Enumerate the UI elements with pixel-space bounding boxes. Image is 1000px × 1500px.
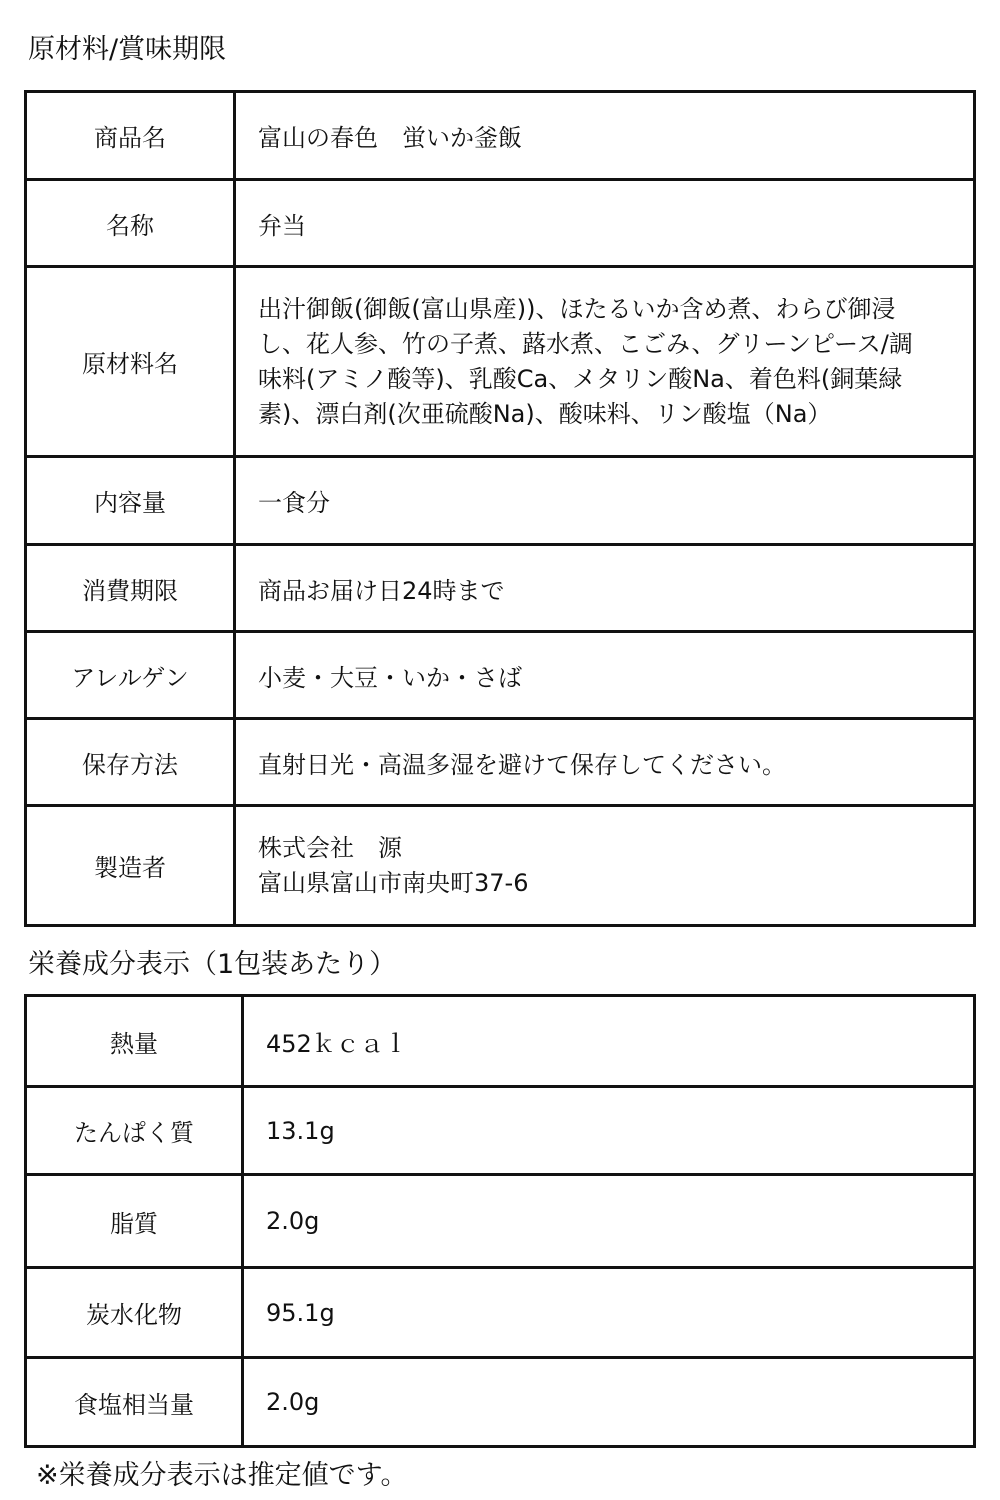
salt-equivalent-label: 食塩相当量 xyxy=(26,1358,243,1447)
manufacturer-line: 株式会社 源 xyxy=(258,833,402,862)
table-row xyxy=(26,996,975,1087)
ingredients-line: 出汁御飯(御飯(富山県産))、ほたるいか含め煮、わらび御浸 xyxy=(258,294,896,323)
table-row xyxy=(26,92,975,180)
storage-label: 保存方法 xyxy=(26,719,235,806)
table-row xyxy=(26,180,975,267)
table-row xyxy=(26,719,975,806)
protein-label: たんぱく質 xyxy=(26,1087,243,1175)
table-row xyxy=(26,1268,975,1358)
table-row xyxy=(26,457,975,545)
fat-value: 2.0g xyxy=(243,1175,975,1268)
salt-equivalent-value: 2.0g xyxy=(243,1358,975,1447)
expiry-label: 消費期限 xyxy=(26,545,235,632)
storage-value: 直射日光・高温多湿を避けて保存してください。 xyxy=(235,719,975,806)
manufacturer-line: 富山県富山市南央町37-6 xyxy=(258,868,529,897)
estimate-footnote: ※栄養成分表示は推定値です。 xyxy=(36,1460,408,1491)
contents-value: 一食分 xyxy=(235,457,975,545)
expiry-value: 商品お届け日24時まで xyxy=(235,545,975,632)
allergen-value: 小麦・大豆・いか・さば xyxy=(235,632,975,719)
carbohydrate-label: 炭水化物 xyxy=(26,1268,243,1358)
protein-value: 13.1g xyxy=(243,1087,975,1175)
table-row xyxy=(26,806,975,926)
nutrition-table xyxy=(24,994,976,1448)
nutrition-heading: 栄養成分表示（1包装あたり） xyxy=(28,949,397,980)
ingredients-table xyxy=(24,90,976,927)
category-label: 名称 xyxy=(26,180,235,267)
table-row xyxy=(26,1087,975,1175)
carbohydrate-value: 95.1g xyxy=(243,1268,975,1358)
energy-value: 452ｋｃａｌ xyxy=(243,996,975,1087)
table-row xyxy=(26,1358,975,1447)
table-row xyxy=(26,545,975,632)
ingredients-line: 素)、漂白剤(次亜硫酸Na)、酸味料、リン酸塩（Na） xyxy=(258,399,832,428)
table-row xyxy=(26,267,975,457)
product-name-value: 富山の春色 蛍いか釜飯 xyxy=(235,92,975,180)
category-value: 弁当 xyxy=(235,180,975,267)
table-row xyxy=(26,1175,975,1268)
ingredients-label: 原材料名 xyxy=(26,267,235,457)
ingredients-line: 味料(アミノ酸等)、乳酸Ca、メタリン酸Na、着色料(銅葉緑 xyxy=(258,364,903,393)
ingredients-line: し、花人参、竹の子煮、蕗水煮、こごみ、グリーンピース/調 xyxy=(258,329,913,358)
manufacturer-label: 製造者 xyxy=(26,806,235,926)
table-row xyxy=(26,632,975,719)
contents-label: 内容量 xyxy=(26,457,235,545)
product-name-label: 商品名 xyxy=(26,92,235,180)
ingredients-value xyxy=(235,267,975,457)
energy-label: 熱量 xyxy=(26,996,243,1087)
ingredients-heading: 原材料/賞味期限 xyxy=(28,34,227,65)
manufacturer-value xyxy=(235,806,975,926)
fat-label: 脂質 xyxy=(26,1175,243,1268)
allergen-label: アレルゲン xyxy=(26,632,235,719)
